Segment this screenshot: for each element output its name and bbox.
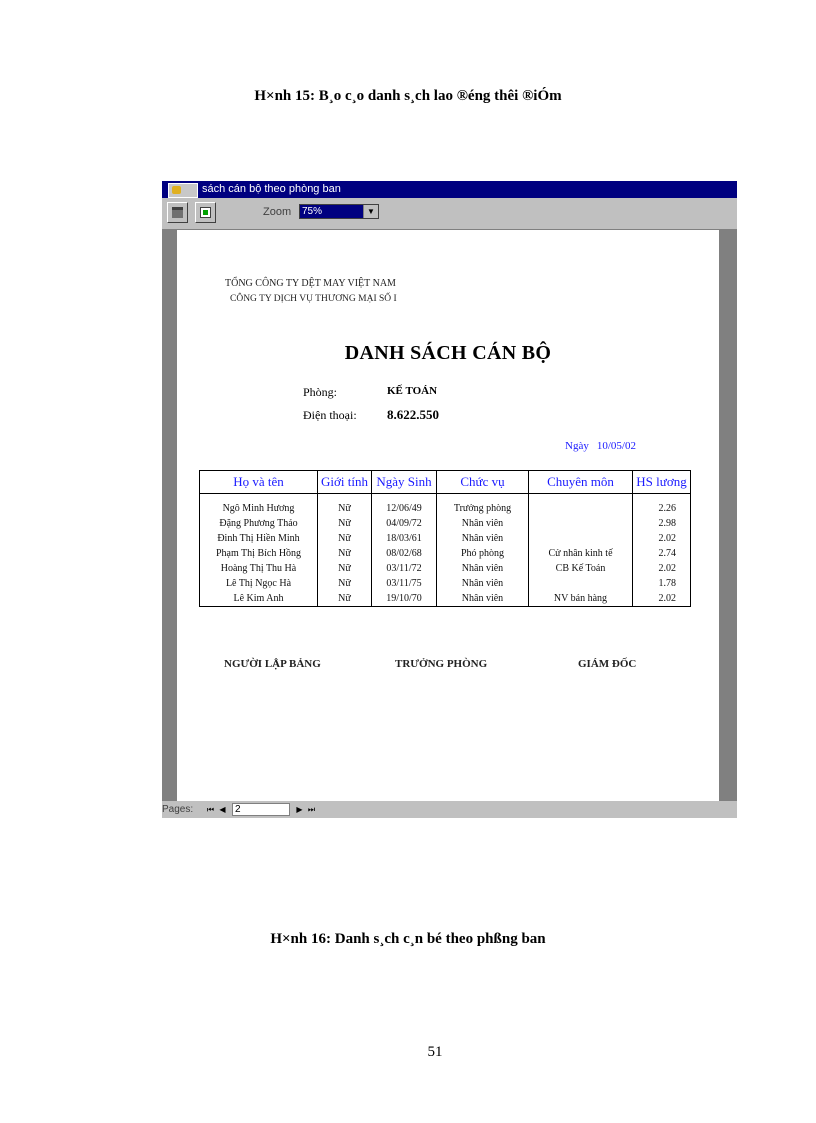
cell-specialty: CB Kế Toán (529, 561, 633, 576)
title-bar[interactable] (162, 181, 737, 198)
table-spacer-row (200, 494, 691, 502)
cell-position: Nhân viên (437, 576, 529, 591)
printer-icon (172, 207, 183, 218)
cell-gender: Nữ (318, 561, 372, 576)
status-bar (162, 801, 737, 818)
date-label: Ngày (565, 440, 589, 452)
table-header-row (200, 471, 691, 494)
department-value: KẾ TOÁN (387, 385, 438, 397)
org-name-line2: CÔNG TY DỊCH VỤ THƯƠNG MẠI SỐ I (230, 294, 397, 304)
table-row (200, 561, 691, 576)
column-header-name: Họ và tên (200, 471, 318, 494)
report-date (565, 440, 636, 452)
pages-label: Pages: (162, 804, 194, 815)
cell-position: Nhân viên (437, 591, 529, 607)
print-button[interactable] (167, 202, 188, 223)
cell-position: Nhân viên (437, 561, 529, 576)
last-page-icon[interactable]: ⏭ (307, 805, 316, 814)
app-icon (168, 183, 198, 198)
cell-salary: 2.02 (633, 531, 691, 546)
window-title: sách cán bộ theo phòng ban (202, 183, 341, 195)
table-row (200, 591, 691, 607)
cell-name: Phạm Thị Bích Hồng (200, 546, 318, 561)
cell-gender: Nữ (318, 516, 372, 531)
cell-specialty (529, 531, 633, 546)
report-page (177, 230, 719, 801)
export-icon (200, 207, 211, 218)
cell-specialty: NV bán hàng (529, 591, 633, 607)
zoom-value: 75% (300, 205, 364, 218)
zoom-select[interactable] (299, 204, 379, 219)
column-header-gender: Giới tính (318, 471, 372, 494)
first-page-icon[interactable]: ⏮ (206, 805, 215, 814)
cell-dob: 04/09/72 (372, 516, 437, 531)
table-row (200, 576, 691, 591)
signature-preparer: NGƯỜI LẬP BẢNG (224, 658, 321, 670)
cell-salary: 2.02 (633, 591, 691, 607)
org-name-line1: TỔNG CÔNG TY DỆT MAY VIỆT NAM (225, 278, 396, 289)
cell-gender: Nữ (318, 591, 372, 607)
cell-specialty (529, 516, 633, 531)
cell-specialty (529, 576, 633, 591)
next-page-icon[interactable]: ▶ (296, 805, 303, 814)
cell-position: Trưởng phòng (437, 501, 529, 516)
cell-name: Lê Kim Anh (200, 591, 318, 607)
cell-name: Hoàng Thị Thu Hà (200, 561, 318, 576)
cell-gender: Nữ (318, 576, 372, 591)
cell-gender: Nữ (318, 546, 372, 561)
cell-dob: 03/11/72 (372, 561, 437, 576)
signature-director: GIÁM ĐỐC (578, 658, 637, 670)
phone-value: 8.622.550 (387, 407, 439, 422)
signature-dept-head: TRƯỞNG PHÒNG (395, 658, 488, 670)
cell-dob: 19/10/70 (372, 591, 437, 607)
export-button[interactable] (195, 202, 216, 223)
page-number-input[interactable]: 2 (232, 803, 290, 816)
figure-caption-top: H×nh 15: B¸o c¸o danh s¸ch lao ®éng thêi ®iÓm (254, 88, 562, 104)
cell-name: Đinh Thị Hiền Minh (200, 531, 318, 546)
report-title: DANH SÁCH CÁN BỘ (344, 342, 552, 364)
cell-dob: 08/02/68 (372, 546, 437, 561)
department-label: Phòng: (303, 385, 338, 399)
cell-specialty (529, 501, 633, 516)
cell-position: Nhân viên (437, 516, 529, 531)
cell-salary: 2.02 (633, 561, 691, 576)
chevron-down-icon[interactable]: ▼ (363, 205, 378, 218)
cell-salary: 2.26 (633, 501, 691, 516)
document-area (162, 230, 737, 801)
table-row (200, 531, 691, 546)
report-preview-window (162, 181, 737, 818)
table-row (200, 516, 691, 531)
column-header-position: Chức vụ (437, 471, 529, 494)
cell-position: Nhân viên (437, 531, 529, 546)
cell-name: Đặng Phương Thảo (200, 516, 318, 531)
staff-table (199, 470, 691, 607)
cell-salary: 1.78 (633, 576, 691, 591)
table-row (200, 501, 691, 516)
phone-label: Điện thoại: (303, 408, 357, 422)
cell-dob: 03/11/75 (372, 576, 437, 591)
previous-page-icon[interactable]: ◀ (219, 805, 226, 814)
zoom-label: Zoom (263, 206, 292, 218)
toolbar (162, 198, 737, 230)
cell-position: Phó phòng (437, 546, 529, 561)
cell-salary: 2.74 (633, 546, 691, 561)
date-value: 10/05/02 (596, 440, 636, 452)
cell-dob: 18/03/61 (372, 531, 437, 546)
cell-name: Lê Thị Ngọc Hà (200, 576, 318, 591)
column-header-specialty: Chuyên môn (529, 471, 633, 494)
cell-name: Ngô Minh Hương (200, 501, 318, 516)
table-row (200, 546, 691, 561)
cell-gender: Nữ (318, 531, 372, 546)
cell-gender: Nữ (318, 501, 372, 516)
figure-caption-bottom: H×nh 16: Danh s¸ch c¸n bé theo phßng ban (270, 931, 546, 947)
cell-specialty: Cử nhân kinh tế (529, 546, 633, 561)
cell-salary: 2.98 (633, 516, 691, 531)
page-number: 51 (427, 1044, 443, 1060)
cell-dob: 12/06/49 (372, 501, 437, 516)
column-header-dob: Ngày Sinh (372, 471, 437, 494)
column-header-salary: HS lương (633, 471, 691, 494)
